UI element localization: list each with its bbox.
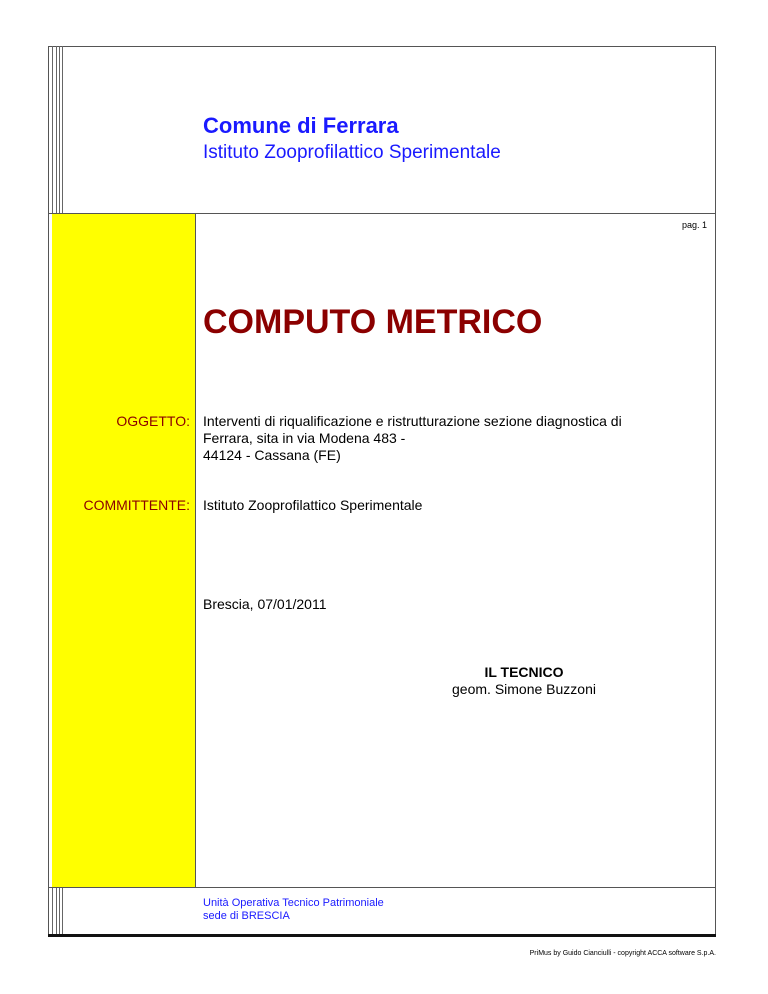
oggetto-label: OGGETTO: (116, 413, 190, 429)
tecnico-role: IL TECNICO (484, 664, 564, 680)
oggetto-value (203, 413, 693, 464)
date-place: Brescia, 07/01/2011 (203, 596, 327, 612)
page-number: pag. 1 (681, 220, 707, 230)
frame-bottom-border (48, 934, 716, 937)
copyright-text: PriMus by Guido Cianciulli - copyright ACCA software S.p.A. (529, 950, 716, 957)
yellow-sidebar (52, 213, 196, 887)
oggetto-line: Ferrara, sita in via Modena 483 - (203, 430, 406, 446)
oggetto-line: 44124 - Cassana (FE) (203, 447, 341, 463)
footer-unit (203, 897, 384, 923)
tecnico-name: geom. Simone Buzzoni (452, 681, 596, 697)
footer-unit-line: sede di BRESCIA (203, 910, 290, 922)
tecnico-block (384, 664, 664, 698)
header-subtitle: Istituto Zooprofilattico Sperimentale (203, 142, 501, 163)
divider-bottom (48, 887, 716, 888)
document-title: COMPUTO METRICO (203, 303, 543, 341)
footer-unit-line: Unità Operativa Tecnico Patrimoniale (203, 897, 384, 909)
committente-value: Istituto Zooprofilattico Sperimentale (203, 497, 423, 513)
divider-top (48, 213, 716, 214)
committente-label: COMMITTENTE: (83, 497, 190, 513)
oggetto-line: Interventi di riqualificazione e ristrutturazione sezione diagnostica di (203, 413, 622, 429)
header-title: Comune di Ferrara (203, 113, 399, 138)
